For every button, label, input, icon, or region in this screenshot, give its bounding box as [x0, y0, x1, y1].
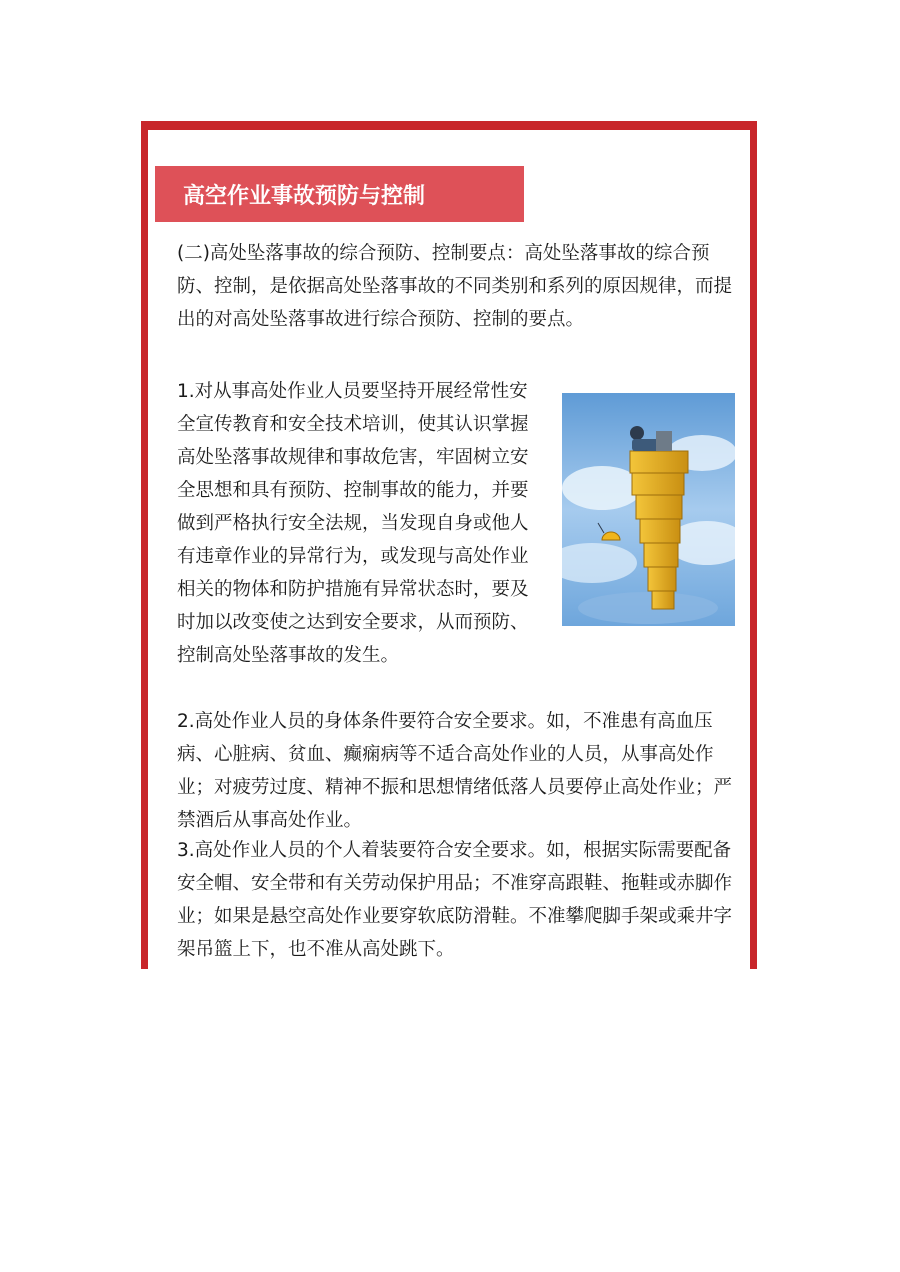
title-banner: [155, 166, 524, 222]
list-item-3: 3.高处作业人员的个人着装要符合安全要求。如，根据实际需要配备安全帽、安全带和有关劳动保护用品；不准穿高跟鞋、拖鞋或赤脚作业；如果是悬空高处作业要穿软底防滑鞋。不准攀爬脚手架或乘井字架吊篮上下，也不准从高处跳下。: [177, 840, 733, 960]
worker-on-stacked-blocks-illustration: [562, 393, 735, 626]
list-item-2: 2.高处作业人员的身体条件要符合安全要求。如，不准患有高血压病、心脏病、贫血、癫痫病等不适合高处作业的人员，从事高处作业；对疲劳过度、精神不振和思想情绪低落人员要停止高处作业；严禁酒后从事高处作业。: [177, 711, 733, 831]
article-card: [141, 121, 757, 969]
page-title: 高空作业事故预防与控制: [183, 183, 426, 209]
list-item-1: 1.对从事高处作业人员要坚持开展经常性安全宣传教育和安全技术培训，使其认识掌握高处坠落事故规律和事故危害，牢固树立安全思想和具有预防、控制事故的能力，并要做到严格执行安全法规，当发现自身或他人有违章作业的异常行为，或发现与高处作业相关的物体和防护措施有异常状态时，要及时加以改变使之达到安全要求，从而预防、控制高处坠落事故的发生。: [177, 381, 529, 666]
intro-paragraph: (二)高处坠落事故的综合预防、控制要点：高处坠落事故的综合预防、控制，是依据高处坠落事故的不同类别和系列的原因规律，而提出的对高处坠落事故进行综合预防、控制的要点。: [177, 243, 733, 330]
